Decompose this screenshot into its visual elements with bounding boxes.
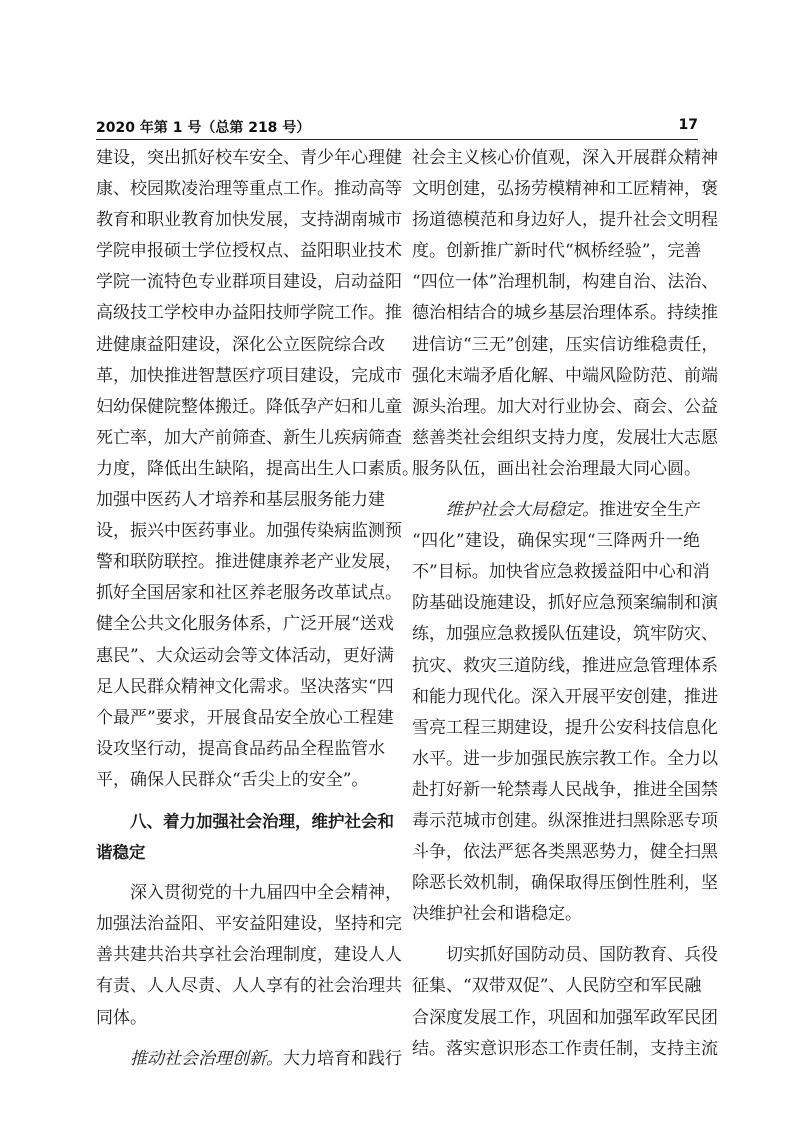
text-line: 有责、人人尽责、人人享有的社会治理共 (96, 976, 402, 997)
text-line: 力度，降低出生缺陷，提高出生人口素质。 (96, 458, 419, 479)
text-line: 雪亮工程三期建设，提升公安科技信息化 (412, 717, 718, 738)
text-line (412, 495, 700, 526)
text-line: 建设，突出抓好校车安全、青少年心理健 (96, 148, 402, 168)
text-line: 决维护社会和谐稳定。 (412, 904, 582, 925)
text-line: 设，振兴中医药事业。加强传染病监测预 (96, 521, 402, 542)
text-run: 推进安全生产 (599, 500, 701, 521)
text-line: 合深度发展工作，巩固和加强军政军民团 (412, 1007, 718, 1028)
text-line: 源头治理。加大对行业协会、商会、公益 (412, 396, 718, 417)
text-line: 平，确保人民群众“舌尖上的安全”。 (96, 769, 369, 790)
text-line: 毒示范城市创建。纵深推进扫黑除恶专项 (412, 810, 718, 831)
text-line: 不”目标。加快省应急救援益阳中心和消 (412, 562, 710, 583)
text-line: “四化”建设，确保实现“三降两升一绝 (412, 531, 700, 552)
text-line: 加强中医药人才培养和基层服务能力建 (96, 490, 385, 511)
text-line: 深入贯彻党的十九届四中全会精神， (130, 883, 402, 904)
text-line: 设攻坚行动，提高食品药品全程监管水 (96, 738, 385, 759)
text-line: 高级技工学校申办益阳技师学院工作。推 (96, 303, 402, 324)
text-line: 警和联防联控。推进健康养老产业发展， (96, 552, 402, 573)
text-line: 和能力现代化。深入开展平安创建，推进 (412, 686, 718, 707)
text-line: 死亡率，加大产前筛查、新生儿疾病筛查 (96, 427, 402, 448)
text-line: 练，加强应急救援队伍建设，筑牢防灾、 (412, 624, 718, 645)
left-column (96, 143, 419, 1075)
text-line: 强化末端矛盾化解、中端风险防范、前端 (412, 365, 718, 386)
subheading-lead: 推动社会治理创新。 (130, 1048, 283, 1069)
text-line: 惠民”、大众运动会等文体活动，更好满 (96, 645, 394, 666)
text-line: 抗灾、救灾三道防线，推进应急管理体系 (412, 655, 718, 676)
text-line: 妇幼保健院整体搬迁。降低孕产妇和儿童 (96, 396, 402, 417)
text-line: 学院申报硕士学位授权点、益阳职业技术 (96, 241, 402, 262)
text-line: 个最严”要求，开展食品安全放心工程建 (96, 707, 394, 728)
text-line: 进健康益阳建设，深化公立医院综合改 (96, 334, 385, 355)
text-line: 社会主义核心价值观，深入开展群众精神 (412, 148, 718, 168)
running-header (96, 117, 698, 137)
page-number: 17 (678, 117, 698, 133)
text-run: 大力培育和践行 (283, 1048, 402, 1069)
text-line: 足人民群众精神文化需求。坚决落实“四 (96, 676, 394, 697)
text-line: 革，加快推进智慧医疗项目建设，完成市 (96, 365, 402, 386)
text-line: 切实抓好国防动员、国防教育、兵役 (446, 945, 718, 966)
text-line: 扬道德模范和身边好人，提升社会文明程 (412, 210, 718, 231)
text-line: 进信访“三无”创建，压实信访维稳责任， (412, 334, 719, 355)
section-heading: 八、着力加强社会治理，维护社会和 (130, 811, 394, 831)
text-line: 防基础设施建设，抓好应急预案编制和演 (412, 593, 718, 614)
text-line: 斗争，依法严惩各类黑恶势力，健全扫黑 (412, 842, 718, 863)
text-line: 加强法治益阳、平安益阳建设，坚持和完 (96, 914, 402, 935)
text-line: 文明创建，弘扬劳模精神和工匠精神，褒 (412, 179, 718, 200)
text-line: 同体。 (96, 1007, 147, 1028)
text-line: 德治相结合的城乡基层治理体系。持续推 (412, 303, 718, 324)
issue-label: 2020 年第 1 号（总第 218 号） (96, 120, 311, 136)
header-rule (96, 139, 698, 140)
text-line: 水平。进一步加强民族宗教工作。全力以 (412, 748, 718, 769)
text-line: 学院一流特色专业群项目建设，启动益阳 (96, 272, 402, 293)
text-line: 服务队伍，画出社会治理最大同心圆。 (412, 458, 701, 479)
text-line: 健全公共文化服务体系，广泛开展“送戏 (96, 614, 394, 635)
text-line: 教育和职业教育加快发展，支持湖南城市 (96, 210, 402, 231)
section-heading: 谐稳定 (96, 843, 146, 863)
text-line: 抓好全国居家和社区养老服务改革试点。 (96, 583, 402, 604)
text-line: 慈善类社会组织支持力度，发展壮大志愿 (412, 427, 718, 448)
text-line: 赴打好新一轮禁毒人民战争，推进全国禁 (412, 779, 718, 800)
subheading-lead: 维护社会大局稳定。 (446, 500, 599, 521)
text-line: 善共建共治共享社会治理制度，建设人人 (96, 945, 402, 966)
text-line (96, 1044, 402, 1075)
text-line: 结。落实意识形态工作责任制，支持主流 (412, 1038, 718, 1059)
text-line: 康、校园欺凌治理等重点工作。推动高等 (96, 179, 402, 200)
text-line: 征集、“双带双促”、人民防空和军民融 (412, 976, 702, 997)
text-line: “四位一体”治理机制，构建自治、法治、 (412, 272, 719, 293)
text-line: 除恶长效机制，确保取得压倒性胜利，坚 (412, 873, 718, 894)
text-line: 度。创新推广新时代“枫桥经验”，完善 (412, 241, 702, 262)
right-column (412, 143, 719, 1065)
